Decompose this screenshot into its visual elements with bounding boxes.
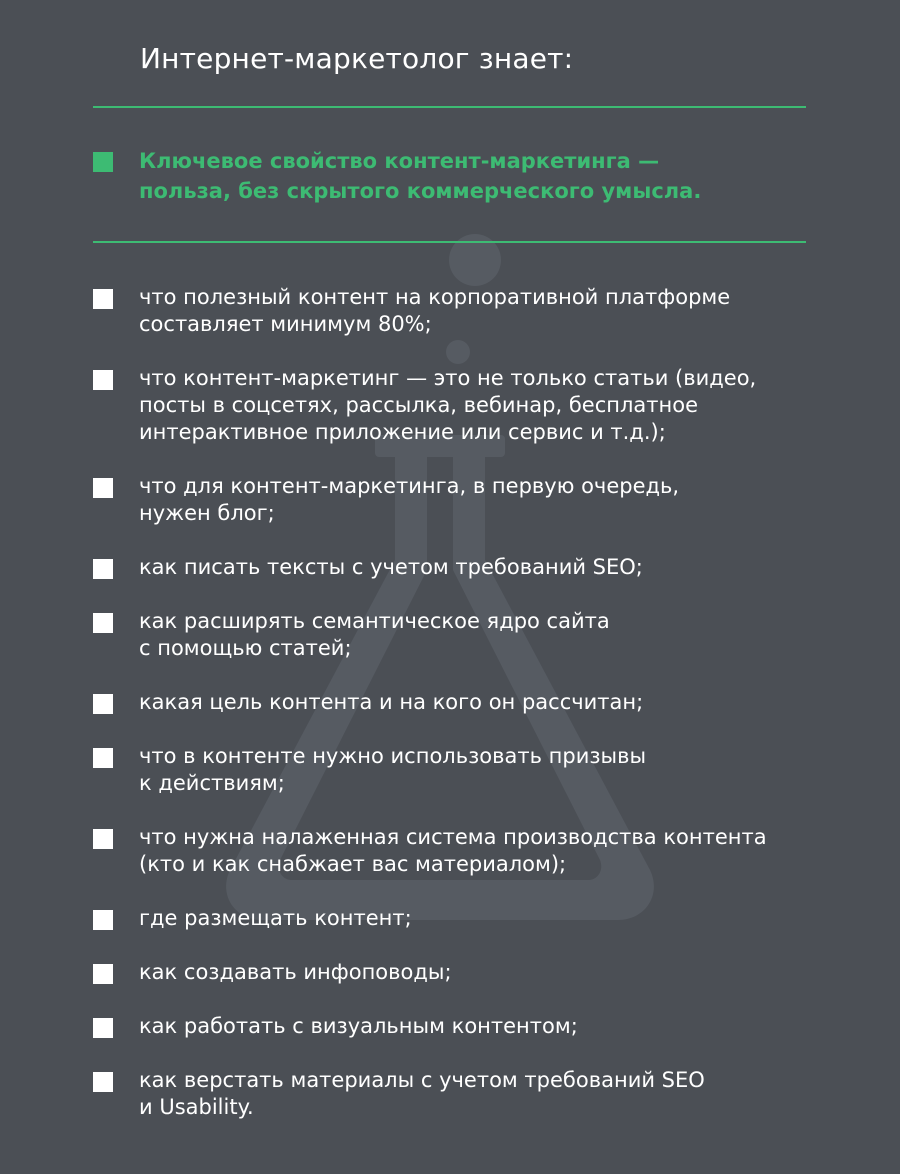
square-checkbox-icon <box>93 910 113 930</box>
square-checkbox-icon <box>93 694 113 714</box>
list-item-text: что контент-маркетинг — это не только статьи (видео, посты в соцсетях, рассылка, вебинар, бесплатное интерактивное приложение или сервис и т.д.); <box>139 366 757 444</box>
list-item-text: что нужна налаженная система производства контента (кто и как снабжает вас материалом); <box>139 825 767 876</box>
list-item-text: что в контенте нужно использовать призывы к действиям; <box>139 744 647 795</box>
list-item-text: как работать с визуальным контентом; <box>139 1014 578 1038</box>
list-item-text: как расширять семантическое ядро сайта с помощью статей; <box>139 609 610 660</box>
square-checkbox-icon <box>93 748 113 768</box>
list-item-text: где размещать контент; <box>139 906 412 930</box>
square-checkbox-icon <box>93 1072 113 1092</box>
list-item-text: как создавать инфоповоды; <box>139 960 452 984</box>
square-checkbox-icon <box>93 829 113 849</box>
top-divider <box>93 106 806 108</box>
key-statement-text: Ключевое свойство контент-маркетинга — польза, без скрытого коммерческого умысла. <box>139 149 702 203</box>
square-checkbox-icon <box>93 478 113 498</box>
list-item-text: что для контент-маркетинга, в первую очередь, нужен блог; <box>139 474 680 525</box>
square-checkbox-icon <box>93 1018 113 1038</box>
square-checkbox-icon <box>93 559 113 579</box>
list-item-text: что полезный контент на корпоративной платформе составляет минимум 80%; <box>139 285 731 336</box>
bottom-divider <box>93 241 806 243</box>
square-checkbox-icon <box>93 613 113 633</box>
square-checkbox-icon <box>93 289 113 309</box>
square-checkbox-icon <box>93 370 113 390</box>
list-item-text: какая цель контента и на кого он рассчитан; <box>139 690 644 714</box>
list-item-text: как верстать материалы с учетом требований SEO и Usability. <box>139 1068 705 1119</box>
page-title: Интернет-маркетолог знает: <box>140 42 574 75</box>
list-item-text: как писать тексты с учетом требований SEO; <box>139 555 643 579</box>
green-square-icon <box>93 152 113 172</box>
square-checkbox-icon <box>93 964 113 984</box>
